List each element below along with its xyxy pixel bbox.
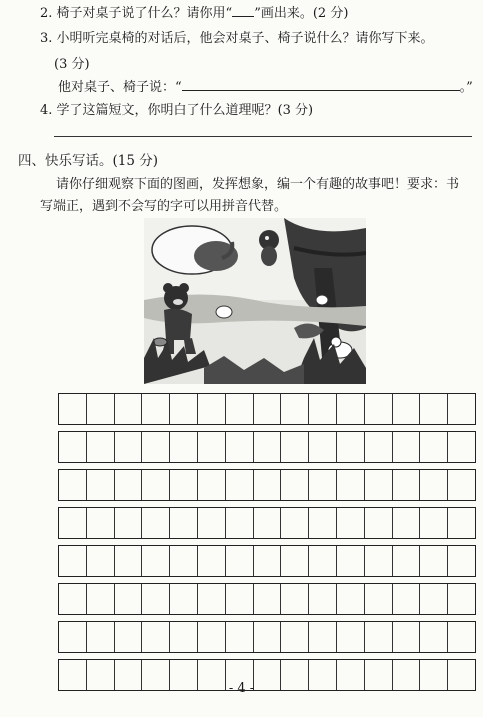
grid-cell[interactable] xyxy=(281,622,309,652)
question-2 xyxy=(40,6,348,22)
grid-cell[interactable] xyxy=(337,432,365,462)
grid-cell[interactable] xyxy=(420,432,448,462)
grid-cell[interactable] xyxy=(448,432,475,462)
grid-cell[interactable] xyxy=(226,584,254,614)
grid-cell[interactable] xyxy=(393,470,421,500)
grid-cell[interactable] xyxy=(365,508,393,538)
question-4-text: 学了这篇短文，你明白了什么道理呢？ xyxy=(56,103,278,118)
grid-cell[interactable] xyxy=(254,546,282,576)
grid-cell[interactable] xyxy=(59,508,87,538)
grid-cell[interactable] xyxy=(365,432,393,462)
grid-cell[interactable] xyxy=(448,470,475,500)
question-4-score: (3 分) xyxy=(277,103,314,118)
grid-row xyxy=(58,583,476,615)
grid-cell[interactable] xyxy=(309,584,337,614)
writing-grid[interactable] xyxy=(58,393,476,691)
grid-row xyxy=(58,545,476,577)
grid-cell[interactable] xyxy=(254,470,282,500)
grid-row xyxy=(58,431,476,463)
grid-cell[interactable] xyxy=(420,470,448,500)
grid-cell[interactable] xyxy=(365,394,393,424)
grid-cell[interactable] xyxy=(393,508,421,538)
section-4-instruction-1: 请你仔细观察下面的图画，发挥想象，编一个有趣的故事吧！要求：书 xyxy=(56,177,460,192)
grid-cell[interactable] xyxy=(198,584,226,614)
grid-cell[interactable] xyxy=(170,432,198,462)
grid-cell[interactable] xyxy=(198,394,226,424)
grid-cell[interactable] xyxy=(170,470,198,500)
grid-cell[interactable] xyxy=(420,622,448,652)
grid-cell[interactable] xyxy=(393,622,421,652)
grid-cell[interactable] xyxy=(309,508,337,538)
grid-cell[interactable] xyxy=(87,508,115,538)
grid-cell[interactable] xyxy=(87,432,115,462)
grid-cell[interactable] xyxy=(142,508,170,538)
question-3-number: 3. xyxy=(40,31,53,46)
grid-cell[interactable] xyxy=(198,622,226,652)
grid-cell[interactable] xyxy=(448,584,475,614)
grid-cell[interactable] xyxy=(309,546,337,576)
grid-row xyxy=(58,393,476,425)
grid-cell[interactable] xyxy=(281,508,309,538)
grid-cell[interactable] xyxy=(226,432,254,462)
grid-cell[interactable] xyxy=(448,622,475,652)
grid-cell[interactable] xyxy=(87,622,115,652)
question-3-answer-prefix: 他对桌子、椅子说：“ xyxy=(58,80,182,95)
grid-cell[interactable] xyxy=(337,394,365,424)
page-number: - 4 - xyxy=(228,681,255,696)
grid-cell[interactable] xyxy=(393,394,421,424)
grid-cell[interactable] xyxy=(281,432,309,462)
grid-cell[interactable] xyxy=(59,394,87,424)
grid-cell[interactable] xyxy=(254,394,282,424)
grid-cell[interactable] xyxy=(393,584,421,614)
grid-row xyxy=(58,621,476,653)
question-2-number: 2. xyxy=(40,6,53,21)
grid-cell[interactable] xyxy=(254,508,282,538)
grid-cell[interactable] xyxy=(393,432,421,462)
question-4 xyxy=(40,103,313,119)
question-2-suffix: ”画出来。 xyxy=(254,6,313,21)
grid-cell[interactable] xyxy=(226,508,254,538)
grid-cell[interactable] xyxy=(115,508,143,538)
section-4-title: 四、快乐写话。 xyxy=(18,153,113,169)
section-4-score: (15 分) xyxy=(112,153,159,169)
grid-cell[interactable] xyxy=(115,622,143,652)
grid-cell[interactable] xyxy=(198,470,226,500)
grid-cell[interactable] xyxy=(198,508,226,538)
question-2-score: (2 分) xyxy=(312,6,349,21)
grid-cell[interactable] xyxy=(448,508,475,538)
grid-cell[interactable] xyxy=(170,622,198,652)
section-4-heading xyxy=(18,153,158,169)
grid-cell[interactable] xyxy=(254,622,282,652)
grid-cell[interactable] xyxy=(420,584,448,614)
grid-row xyxy=(58,507,476,539)
grid-cell[interactable] xyxy=(142,584,170,614)
underline-blank xyxy=(232,16,254,17)
grid-cell[interactable] xyxy=(337,470,365,500)
grid-cell[interactable] xyxy=(142,394,170,424)
grid-cell[interactable] xyxy=(309,394,337,424)
grid-cell[interactable] xyxy=(393,546,421,576)
grid-cell[interactable] xyxy=(59,584,87,614)
grid-cell[interactable] xyxy=(226,394,254,424)
grid-cell[interactable] xyxy=(59,546,87,576)
grid-cell[interactable] xyxy=(170,584,198,614)
grid-cell[interactable] xyxy=(142,546,170,576)
grid-cell[interactable] xyxy=(115,470,143,500)
grid-cell[interactable] xyxy=(309,470,337,500)
grid-row xyxy=(58,469,476,501)
grid-cell[interactable] xyxy=(337,622,365,652)
grid-cell[interactable] xyxy=(420,394,448,424)
grid-cell[interactable] xyxy=(365,470,393,500)
question-3-text: 小明听完桌椅的对话后，他会对桌子、椅子说什么？请你写下来。 xyxy=(56,31,434,46)
section-4-instruction-2: 写端正，遇到不会写的字可以用拼音代替。 xyxy=(40,199,288,214)
grid-cell[interactable] xyxy=(59,622,87,652)
grid-cell[interactable] xyxy=(337,584,365,614)
story-picture xyxy=(144,218,366,384)
question-3-answer-blank[interactable] xyxy=(182,90,460,91)
grid-cell[interactable] xyxy=(115,432,143,462)
grid-cell[interactable] xyxy=(448,394,475,424)
grid-cell[interactable] xyxy=(142,622,170,652)
grid-cell[interactable] xyxy=(142,432,170,462)
grid-cell[interactable] xyxy=(59,470,87,500)
question-3-score: (3 分) xyxy=(54,57,90,72)
grid-cell[interactable] xyxy=(142,470,170,500)
grid-cell[interactable] xyxy=(226,470,254,500)
grid-cell[interactable] xyxy=(226,622,254,652)
grid-cell[interactable] xyxy=(170,508,198,538)
question-3 xyxy=(40,31,434,47)
grid-cell[interactable] xyxy=(281,394,309,424)
grid-cell[interactable] xyxy=(87,546,115,576)
grid-cell[interactable] xyxy=(87,584,115,614)
question-3-answer-line xyxy=(58,80,473,96)
grid-cell[interactable] xyxy=(87,394,115,424)
grid-cell[interactable] xyxy=(170,394,198,424)
grid-cell[interactable] xyxy=(254,432,282,462)
grid-cell[interactable] xyxy=(198,546,226,576)
grid-cell[interactable] xyxy=(170,546,198,576)
grid-cell[interactable] xyxy=(309,622,337,652)
grid-cell[interactable] xyxy=(365,622,393,652)
grid-cell[interactable] xyxy=(309,432,337,462)
grid-cell[interactable] xyxy=(254,584,282,614)
grid-cell[interactable] xyxy=(365,546,393,576)
grid-cell[interactable] xyxy=(115,546,143,576)
grid-cell[interactable] xyxy=(448,546,475,576)
grid-cell[interactable] xyxy=(226,546,254,576)
grid-cell[interactable] xyxy=(115,584,143,614)
grid-cell[interactable] xyxy=(59,432,87,462)
question-2-text: 椅子对桌子说了什么？请你用“ xyxy=(56,6,233,21)
grid-cell[interactable] xyxy=(281,584,309,614)
grid-cell[interactable] xyxy=(337,546,365,576)
question-3-answer-suffix: 。” xyxy=(459,80,473,95)
grid-cell[interactable] xyxy=(281,470,309,500)
grid-cell[interactable] xyxy=(420,508,448,538)
grid-cell[interactable] xyxy=(87,470,115,500)
grid-cell[interactable] xyxy=(337,508,365,538)
grid-cell[interactable] xyxy=(420,546,448,576)
grid-cell[interactable] xyxy=(198,432,226,462)
grid-cell[interactable] xyxy=(365,584,393,614)
question-4-answer-line[interactable] xyxy=(54,136,472,137)
grid-cell[interactable] xyxy=(281,546,309,576)
question-4-number: 4. xyxy=(40,103,53,118)
grid-cell[interactable] xyxy=(115,394,143,424)
